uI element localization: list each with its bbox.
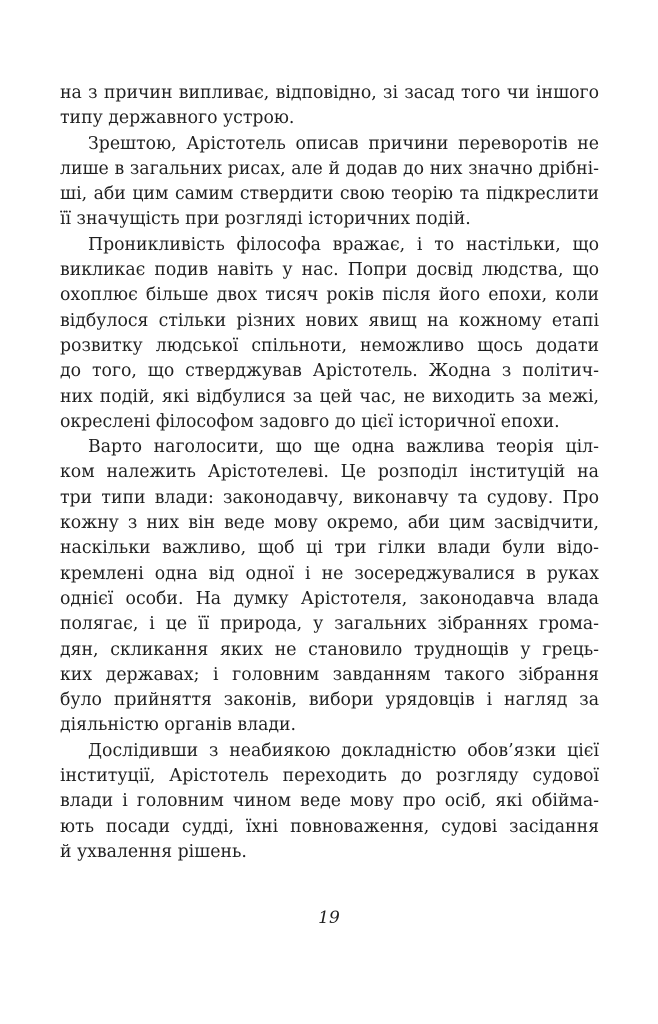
text-line: діяльністю органів влади. (60, 715, 297, 736)
text-line: ких державах; і головним завданням такого зібрання (60, 664, 599, 685)
paragraph (60, 233, 599, 435)
text-line: Зрештою, Арістотель описав причини переворотів не (88, 133, 599, 154)
text-line: Варто наголосити, що ще одна важлива теорія ціл- (88, 437, 599, 458)
text-line: її значущість при розгляді історичних подій. (60, 209, 471, 230)
text-line: дян, скликання яких не становило труднощів у грець- (60, 639, 599, 660)
page-body (60, 81, 599, 865)
text-line: Дослідивши з неабиякою докладністю обов’язки цієї (88, 740, 599, 761)
text-line: лише в загальних рисах, але й додав до них значно дрібні- (60, 158, 599, 179)
text-line: ють посади судді, їхні повноваження, судові засідання (60, 816, 599, 837)
text-line: наскільки важливо, щоб ці три гілки влади були відо- (60, 538, 599, 559)
text-line: було прийняття законів, вибори урядовців і нагляд за (60, 690, 599, 711)
text-line: ком належить Арістотелеві. Це розподіл інституцій на (60, 462, 599, 483)
paragraph (60, 132, 599, 233)
text-line: них подій, які відбулися за цей час, не виходить за межі, (60, 386, 599, 407)
paragraph (60, 739, 599, 865)
text-line: відбулося стільки різних нових явищ на кожному етапі (60, 310, 599, 331)
text-line: до того, що стверджував Арістотель. Жодна з політич- (60, 361, 599, 382)
text-line: викликає подив навіть у нас. Попри досвід людства, що (60, 260, 599, 281)
text-line: кремлені одна від одної і не зосереджувалися в руках (60, 563, 599, 584)
text-line: полягає, і це її природа, у загальних зібраннях грома- (60, 614, 599, 635)
text-line: розвитку людської спільноти, неможливо щось додати (60, 335, 599, 356)
text-line: інституції, Арістотель переходить до розгляду судової (60, 766, 599, 787)
text-line: й ухвалення рішень. (60, 841, 247, 862)
paragraph (60, 81, 599, 132)
text-line: однієї особи. На думку Арістотеля, законодавча влада (60, 588, 599, 609)
text-line: кожну з них він веде мову окремо, аби цим засвідчити, (60, 513, 599, 534)
text-line: на з причин випливає, відповідно, зі засад того чи іншого (60, 83, 599, 103)
page-number: 19 (318, 908, 340, 928)
text-line: охоплює більше двох тисяч років після його епохи, коли (60, 285, 599, 306)
text-line: влади і головним чином веде мову про осіб, які обійма- (60, 791, 599, 812)
paragraph (60, 435, 599, 739)
text-line: Проникливість філософа вражає, і то настільки, що (88, 234, 599, 255)
text-line: три типи влади: законодавчу, виконавчу та судову. Про (60, 487, 599, 508)
text-line: окреслені філософом задовго до цієї історичної епохи. (60, 411, 560, 432)
text-line: типу державного устрою. (60, 108, 295, 129)
text-line: ші, аби цим самим ствердити свою теорію та підкреслити (60, 184, 599, 205)
